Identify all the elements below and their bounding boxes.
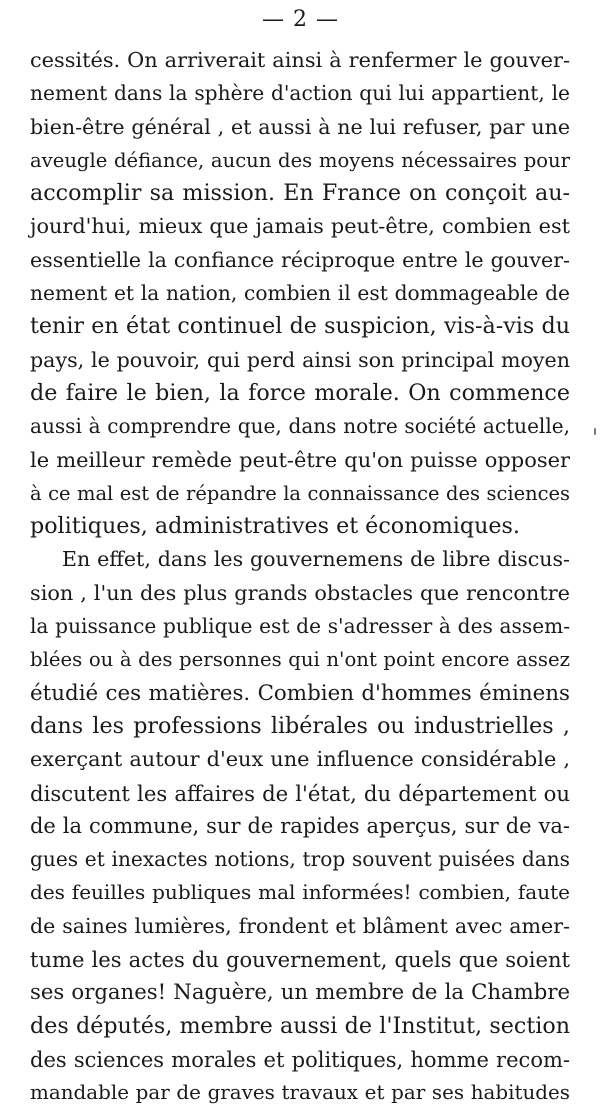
text-line: des députés, membre aussi de l'Institut, section (30, 1012, 570, 1039)
text-line: de faire le bien, la force morale. On commence (30, 379, 570, 406)
text-line: des sciences morales et politiques, homme recom- (30, 1046, 570, 1072)
text-line: la puissance publique est de s'adresser à des assem- (30, 614, 570, 639)
text-line: bien-être général , et aussi à ne lui refuser, par une (30, 114, 570, 139)
text-line: essentielle la confiance réciproque entre le gouver- (30, 247, 570, 272)
text-line: à ce mal est de répandre la connaissance des sciences (30, 481, 570, 505)
text-line: blées ou à des personnes qui n'ont point encore assez (30, 648, 570, 672)
text-line: sion , l'un des plus grands obstacles que rencontre (30, 580, 570, 605)
page-number: — 2 — (262, 7, 339, 32)
text-line: aveugle défiance, aucun des moyens nécessaires pour (30, 148, 570, 172)
paragraph-1 (30, 44, 570, 543)
text-line: le meilleur remède peut-être qu'on puisse opposer (30, 447, 570, 472)
text-line: gues et inexactes notions, trop souvent puisées dans (30, 847, 570, 872)
margin-speck (594, 428, 596, 435)
text-line: discutent les affaires de l'état, du département ou (30, 780, 570, 806)
text-line: accomplir sa mission. En France on conçoit au- (30, 180, 570, 207)
text-line: exerçant autour d'eux une influence considérable , (30, 747, 570, 772)
text-line: nement et la nation, combien il est dommageable de (30, 281, 570, 306)
text-line: jourd'hui, mieux que jamais peut-être, combien est (30, 214, 570, 239)
text-line: cessités. On arriverait ainsi à renfermer le gouver- (30, 48, 570, 72)
paragraph-2 (30, 543, 570, 1109)
body-text (30, 44, 570, 1110)
text-line: étudié ces matières. Combien d'hommes éminens (30, 680, 570, 706)
text-line: aussi à comprendre que, dans notre société actuelle, (30, 414, 570, 439)
text-line: pays, le pouvoir, qui perd ainsi son principal moyen (30, 347, 570, 372)
text-line: En effet, dans les gouvernemens de libre discus- (62, 547, 570, 572)
text-line: nement dans la sphère d'action qui lui appartient, le (30, 81, 570, 106)
text-line: de saines lumières, frondent et blâment avec amer- (30, 913, 570, 938)
text-line: de la commune, sur de rapides aperçus, sur de va- (30, 813, 570, 838)
text-line: tenir en état continuel de suspicion, vis-à-vis du (30, 313, 570, 340)
text-line: des feuilles publiques mal informées! combien, faute (30, 880, 570, 905)
text-line: politiques, administratives et économiques. (30, 513, 520, 540)
text-line: dans les professions libérales ou industrielles , (30, 712, 570, 739)
text-line: tume les actes du gouvernement, quels que soient (30, 947, 570, 973)
text-line: mandable par de graves travaux et par ses habitudes (30, 1081, 570, 1105)
text-line: ses organes! Naguère, un membre de la Chambre (30, 980, 570, 1006)
